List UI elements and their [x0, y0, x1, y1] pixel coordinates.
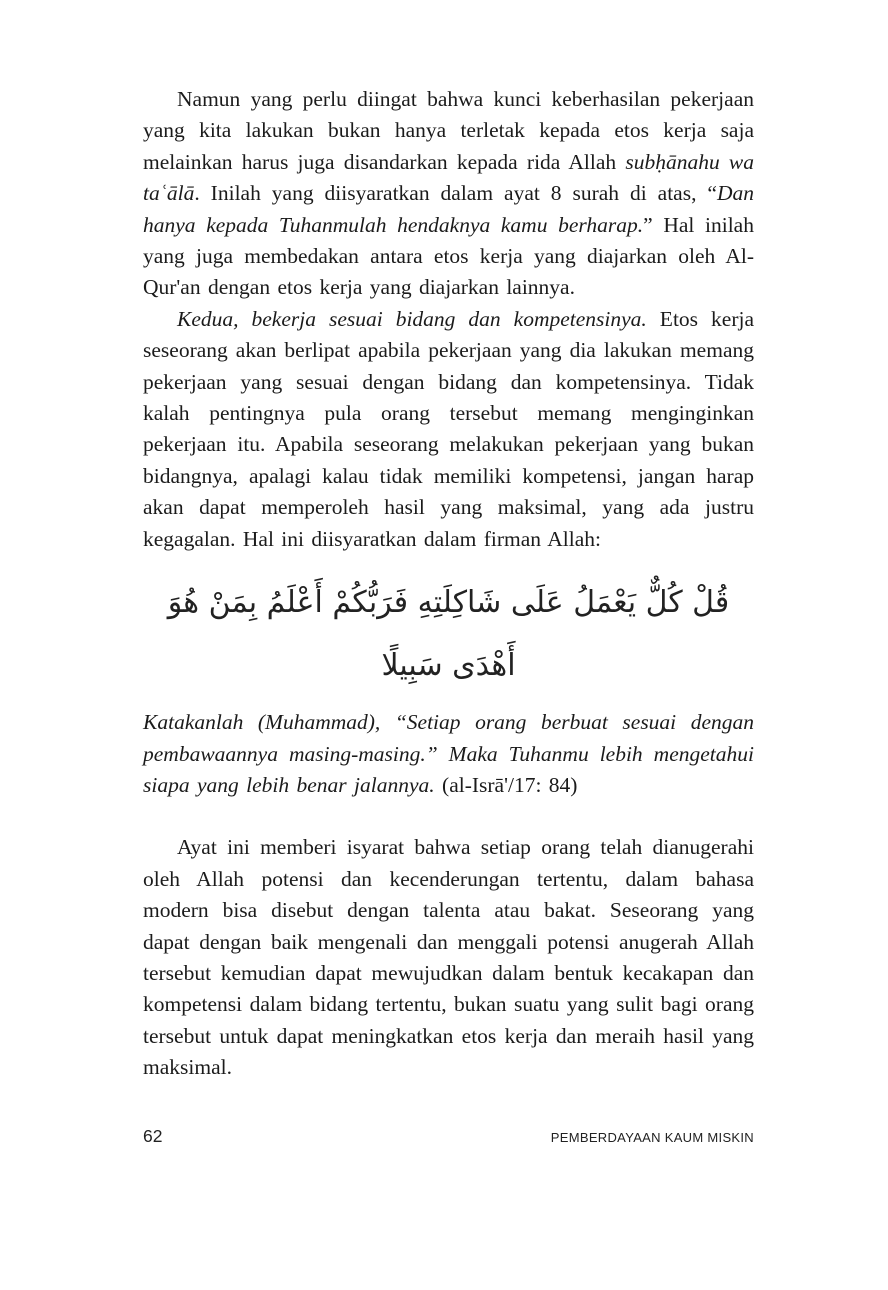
page-content: [143, 84, 754, 1084]
running-head: PEMBERDAYAAN KAUM MISKIN: [550, 1130, 754, 1145]
arabic-transliteration-honorific: subḥānahu wa taʿālā: [143, 149, 754, 206]
paragraph-1-segment: . Inilah yang diisyaratkan dalam ayat 8 surah di atas, “: [194, 181, 717, 206]
quran-verse-arabic: قُلْ كُلٌّ يَعْمَلُ عَلَى شَاكِلَتِهِ فَرَبُّكُمْ أَعْلَمُ بِمَنْ هُوَ أَهْدَى سَبِيلًا: [167, 585, 730, 684]
paragraph-2-lead-italic: Kedua, bekerja sesuai bidang dan kompetensinya.: [177, 306, 647, 331]
verse-reference: (al-Isrā'/17: 84): [434, 772, 578, 797]
paragraph-2-segment: Etos kerja seseorang akan berlipat apabila pekerjaan yang dia lakukan memang pekerjaan yang sesuai dengan bidang dan kompetensinya. Tidak kalah pentingnya pula orang tersebut memang menginginkan pekerjaan itu. Apabila seseorang melakukan pekerjaan yang bukan bidangnya, apalagi kalau tidak memiliki kompetensi, jangan harap akan dapat memperoleh hasil yang maksimal, yang ada justru kegagalan. Hal ini diisyaratkan dalam firman Allah:: [143, 306, 754, 551]
paragraph-1-segment: Namun yang perlu diingat bahwa kunci keberhasilan pekerjaan yang kita lakukan bukan hanya terletak kepada etos kerja saja melainkan harus juga disandarkan kepada rida Allah: [143, 87, 754, 174]
paragraph-1-segment: ” Hal inilah yang juga membedakan antara etos kerja yang diajarkan oleh Al-Qur'an dengan etos kerja yang diajarkan lainnya.: [143, 212, 754, 300]
page-number: 62: [143, 1126, 163, 1146]
paragraph-etos-kerja: [143, 84, 754, 304]
verse-translation: [143, 707, 754, 801]
verse-translation-italic: Katakanlah (Muhammad), “Setiap orang berbuat sesuai dengan pembawaannya masing-masing.” Maka Tuhanmu lebih mengetahui siapa yang lebih benar jalannya.: [143, 710, 754, 797]
page-footer: [143, 1126, 754, 1147]
paragraph-ayat-ini: Ayat ini memberi isyarat bahwa setiap orang telah dianugerahi oleh Allah potensi dan kecenderungan tertentu, dalam bahasa modern bisa disebut dengan talenta atau bakat. Seseorang yang dapat dengan baik mengenali dan menggali potensi anugerah Allah tersebut kemudian dapat mewujudkan dalam bentuk kecakapan dan kompetensi dalam bidang tertentu, bukan suatu yang sulit bagi orang tersebut untuk dapat meningkatkan etos kerja dan meraih hasil yang maksimal.: [143, 835, 754, 1080]
quoted-verse-translation-inline: Dan hanya kepada Tuhanmulah hendaknya kamu berharap.: [143, 181, 754, 237]
paragraph-kedua: [143, 304, 754, 555]
